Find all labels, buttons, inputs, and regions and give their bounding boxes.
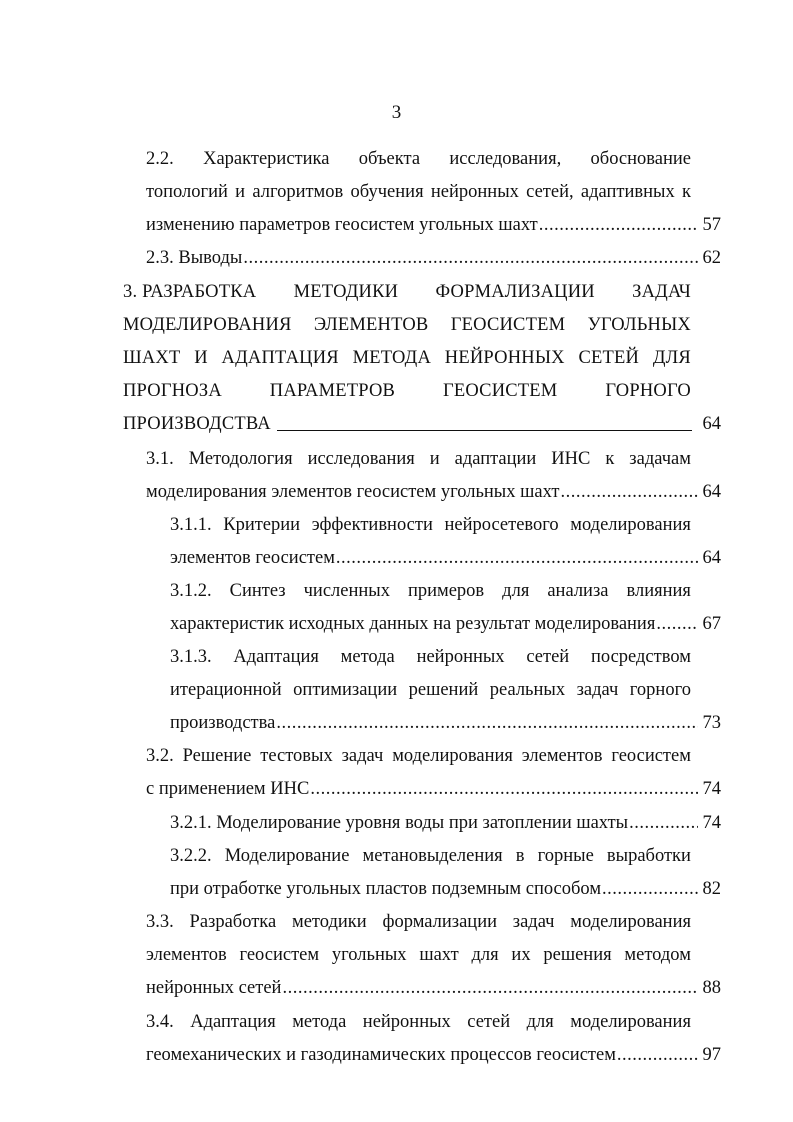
toc-word: ШАХТ bbox=[123, 348, 181, 368]
toc-word: и bbox=[235, 182, 246, 202]
toc-word: Критерии bbox=[223, 515, 301, 535]
dot-leader bbox=[617, 1042, 698, 1068]
toc-entry-title: ПРОИЗВОДСТВА bbox=[123, 414, 271, 434]
toc-chapter-3[interactable] bbox=[123, 411, 698, 437]
toc-word: 3.2. bbox=[146, 746, 174, 766]
toc-entry-title: характеристик исходных данных на результат моделирования bbox=[170, 614, 656, 634]
toc-word: 3. РАЗРАБОТКА bbox=[123, 282, 257, 302]
toc-word: ГЕОСИСТЕМ bbox=[450, 315, 566, 335]
toc-entry-3-2-2[interactable] bbox=[170, 876, 699, 902]
toc-entry-title: нейронных сетей bbox=[146, 978, 282, 998]
toc-word: задачам bbox=[629, 449, 691, 469]
toc-page-3-1-2: 67 bbox=[702, 614, 721, 634]
toc-entry-title: 2.3. Выводы bbox=[146, 248, 243, 268]
toc-page-3: 64 bbox=[702, 414, 721, 434]
toc-entry-3-1-3[interactable] bbox=[170, 710, 699, 736]
toc-line-3-1-a bbox=[146, 446, 691, 472]
toc-word: анализа bbox=[547, 581, 609, 601]
toc-word: примеров bbox=[407, 581, 485, 601]
toc-word: посредством bbox=[590, 647, 691, 667]
toc-chapter-3-line-3 bbox=[123, 345, 691, 371]
toc-word: обоснование bbox=[590, 149, 691, 169]
dot-leader bbox=[310, 776, 698, 802]
toc-page-2-3: 62 bbox=[702, 248, 721, 268]
toc-word: к bbox=[605, 449, 615, 469]
toc-entry-2-2[interactable] bbox=[146, 212, 699, 238]
toc-word: Характеристика bbox=[203, 149, 330, 169]
toc-word: элементов bbox=[146, 945, 227, 965]
toc-entry-3-1-1[interactable] bbox=[170, 545, 699, 571]
toc-word: ПАРАМЕТРОВ bbox=[269, 381, 396, 401]
dot-leader bbox=[602, 876, 698, 902]
toc-line-3-1-3-a bbox=[170, 644, 691, 670]
toc-word: горные bbox=[537, 846, 594, 866]
toc-page-3-2-1: 74 bbox=[702, 813, 721, 833]
toc-entry-2-3[interactable] bbox=[146, 245, 699, 271]
toc-word: в bbox=[515, 846, 525, 866]
toc-word: геосистем bbox=[239, 945, 320, 965]
toc-word: Адаптация bbox=[190, 1012, 276, 1032]
toc-entry-3-3[interactable] bbox=[146, 975, 699, 1001]
toc-word: исследования, bbox=[449, 149, 562, 169]
toc-word: решения bbox=[543, 945, 612, 965]
toc-word: влияния bbox=[626, 581, 691, 601]
toc-page-2-2: 57 bbox=[702, 215, 721, 235]
toc-word: Адаптация bbox=[233, 647, 319, 667]
toc-word: нейронных bbox=[430, 182, 519, 202]
toc-word: реальных bbox=[489, 680, 566, 700]
toc-word: тестовых bbox=[260, 746, 333, 766]
toc-word: Решение bbox=[182, 746, 252, 766]
toc-entry-3-1-2[interactable] bbox=[170, 611, 699, 637]
toc-word: их bbox=[511, 945, 531, 965]
toc-word: 3.1.2. bbox=[170, 581, 212, 601]
toc-entry-title: 3.2.1. Моделирование уровня воды при затоплении шахты bbox=[170, 813, 629, 833]
toc-word: 3.2.2. bbox=[170, 846, 212, 866]
toc-word: объекта bbox=[358, 149, 421, 169]
toc-word: алгоритмов bbox=[252, 182, 344, 202]
toc-word: исследования bbox=[307, 449, 415, 469]
toc-line-3-1-3-b bbox=[170, 677, 691, 703]
toc-word: моделирования bbox=[570, 1012, 691, 1032]
toc-word: для bbox=[526, 1012, 554, 1032]
toc-line-3-2-a bbox=[146, 743, 691, 769]
toc-word: выработки bbox=[606, 846, 691, 866]
toc-word: метода bbox=[292, 1012, 347, 1032]
toc-entry-title: при отработке угольных пластов подземным способом bbox=[170, 879, 602, 899]
toc-word: И bbox=[194, 348, 208, 368]
toc-entry-title: геомеханических и газодинамических процессов геосистем bbox=[146, 1045, 616, 1065]
toc-word: формализации bbox=[382, 912, 497, 932]
toc-word: 3.3. bbox=[146, 912, 174, 932]
toc-word: МЕТОДИКИ bbox=[293, 282, 399, 302]
toc-word: 3.1. bbox=[146, 449, 174, 469]
toc-word: шахт bbox=[419, 945, 459, 965]
toc-entry-3-2[interactable] bbox=[146, 776, 699, 802]
toc-word: адаптивных bbox=[580, 182, 675, 202]
toc-word: сетей, bbox=[526, 182, 574, 202]
toc-line-2-2-b bbox=[146, 179, 691, 205]
toc-word: МОДЕЛИРОВАНИЯ bbox=[123, 315, 292, 335]
toc-word: 3.1.3. bbox=[170, 647, 212, 667]
toc-word: адаптации bbox=[454, 449, 537, 469]
toc-line-2-2-a bbox=[146, 146, 691, 172]
toc-word: итерационной bbox=[170, 680, 282, 700]
toc-word: элементов bbox=[521, 746, 603, 766]
toc-word: Разработка bbox=[189, 912, 277, 932]
toc-word: эффективности bbox=[311, 515, 433, 535]
toc-line-3-1-1-a bbox=[170, 512, 691, 538]
toc-page-3-2: 74 bbox=[702, 779, 721, 799]
dot-leader bbox=[560, 479, 698, 505]
toc-word: ЗАДАЧ bbox=[632, 282, 691, 302]
toc-word: ГЕОСИСТЕМ bbox=[442, 381, 558, 401]
toc-word: угольных bbox=[331, 945, 407, 965]
toc-word: и bbox=[429, 449, 440, 469]
toc-word: Методология bbox=[188, 449, 293, 469]
toc-word: топологий bbox=[146, 182, 228, 202]
toc-word: моделирования bbox=[570, 515, 691, 535]
toc-word: нейронных bbox=[416, 647, 505, 667]
toc-word: 3.4. bbox=[146, 1012, 174, 1032]
toc-entry-3-2-1[interactable] bbox=[170, 810, 699, 836]
toc-page-3-4: 97 bbox=[702, 1045, 721, 1065]
toc-word: моделирования bbox=[392, 746, 513, 766]
toc-word: моделирования bbox=[570, 912, 691, 932]
toc-word: для bbox=[502, 581, 530, 601]
toc-chapter-3-line-2 bbox=[123, 312, 691, 338]
toc-line-3-2-2-a bbox=[170, 843, 691, 869]
toc-word: АДАПТАЦИЯ bbox=[221, 348, 339, 368]
toc-word: оптимизации bbox=[293, 680, 398, 700]
toc-line-3-3-b bbox=[146, 942, 691, 968]
dot-leader bbox=[276, 710, 698, 736]
toc-entry-3-4[interactable] bbox=[146, 1042, 699, 1068]
dot-leader bbox=[243, 245, 698, 271]
toc-chapter-3-line-4 bbox=[123, 378, 691, 404]
toc-word: метановыделения bbox=[362, 846, 503, 866]
toc-word: методом bbox=[624, 945, 691, 965]
toc-word: задач bbox=[512, 912, 555, 932]
toc-word: нейронных bbox=[362, 1012, 451, 1032]
toc-word: ФОРМАЛИЗАЦИИ bbox=[435, 282, 595, 302]
toc-entry-title: производства bbox=[170, 713, 276, 733]
toc-line-3-1-2-a bbox=[170, 578, 691, 604]
toc-word: задач bbox=[341, 746, 384, 766]
toc-entry-title: моделирования элементов геосистем угольных шахт bbox=[146, 482, 560, 502]
toc-word: ДЛЯ bbox=[652, 348, 691, 368]
toc-page-3-1-1: 64 bbox=[702, 548, 721, 568]
dot-leader bbox=[336, 545, 698, 571]
toc-word: горного bbox=[629, 680, 691, 700]
dot-leader bbox=[539, 212, 698, 238]
toc-word: ЭЛЕМЕНТОВ bbox=[313, 315, 429, 335]
toc-word: для bbox=[471, 945, 499, 965]
toc-entry-title: элементов геосистем bbox=[170, 548, 335, 568]
toc-page-3-3: 88 bbox=[702, 978, 721, 998]
toc-word: метода bbox=[340, 647, 395, 667]
toc-word: 2.2. bbox=[146, 149, 174, 169]
toc-word: СЕТЕЙ bbox=[578, 348, 640, 368]
page-number: 3 bbox=[391, 102, 402, 123]
toc-word: Моделирование bbox=[224, 846, 350, 866]
toc-line-3-4-a bbox=[146, 1009, 691, 1035]
toc-page-3-2-2: 82 bbox=[702, 879, 721, 899]
toc-word: Синтез bbox=[229, 581, 286, 601]
toc-word: численных bbox=[303, 581, 390, 601]
dot-leader bbox=[282, 975, 698, 1001]
toc-chapter-3-line-1 bbox=[123, 279, 691, 305]
toc-word: сетей bbox=[526, 647, 570, 667]
toc-page-3-1-3: 73 bbox=[702, 713, 721, 733]
toc-word: обучения bbox=[350, 182, 424, 202]
toc-word: решений bbox=[408, 680, 479, 700]
toc-line-3-3-a bbox=[146, 909, 691, 935]
toc-word: геосистем bbox=[611, 746, 691, 766]
toc-word: к bbox=[682, 182, 691, 202]
toc-entry-title: с применением ИНС bbox=[146, 779, 310, 799]
toc-page-3-1: 64 bbox=[702, 482, 721, 502]
toc-word: ГОРНОГО bbox=[605, 381, 691, 401]
toc-word: методики bbox=[292, 912, 367, 932]
toc-word: ПРОГНОЗА bbox=[123, 381, 222, 401]
toc-word: УГОЛЬНЫХ bbox=[587, 315, 691, 335]
toc-word: задач bbox=[576, 680, 619, 700]
toc-word: МЕТОДА bbox=[352, 348, 432, 368]
toc-entry-title: изменению параметров геосистем угольных шахт bbox=[146, 215, 538, 235]
toc-word: НЕЙРОННЫХ bbox=[444, 348, 565, 368]
toc-word: 3.1.1. bbox=[170, 515, 212, 535]
toc-entry-3-1[interactable] bbox=[146, 479, 699, 505]
toc-word: сетей bbox=[467, 1012, 511, 1032]
toc-word: ИНС bbox=[551, 449, 591, 469]
underline-rule bbox=[277, 430, 692, 431]
toc-word: нейросетевого bbox=[444, 515, 559, 535]
